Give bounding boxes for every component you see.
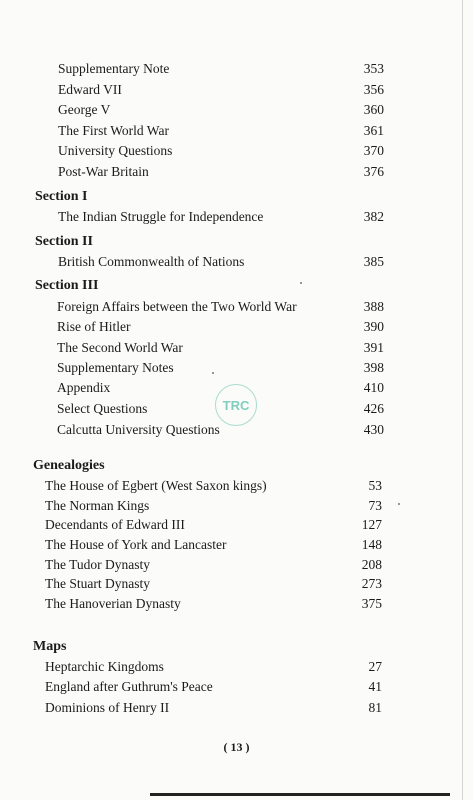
toc-entry	[0, 100, 473, 120]
trc-watermark-stamp	[215, 384, 257, 426]
section-3-heading: Section III	[35, 278, 99, 293]
toc-entry	[0, 358, 473, 378]
toc-entry-label: Post-War Britain	[58, 164, 149, 179]
toc-entry	[0, 338, 473, 358]
genealogy-label: The House of York and Lancaster	[45, 537, 227, 552]
toc-entry-page: 385	[363, 254, 384, 269]
toc-entry-page: 361	[363, 123, 384, 138]
toc-entry-label: George V	[58, 102, 111, 117]
map-page: 81	[368, 700, 382, 715]
toc-entry-label: The Second World War	[57, 340, 183, 355]
toc-entry-label: Supplementary Note	[58, 61, 170, 76]
genealogy-entry	[0, 594, 473, 614]
toc-entry-page: 391	[363, 340, 384, 355]
toc-entry-label: Appendix	[57, 380, 111, 395]
toc-entry	[0, 141, 473, 161]
genealogy-page: 73	[368, 498, 382, 513]
genealogy-entry	[0, 555, 473, 575]
genealogy-label: The Hanoverian Dynasty	[45, 596, 181, 611]
genealogy-label: Decendants of Edward III	[45, 517, 185, 532]
toc-entry	[0, 80, 473, 100]
toc-entry-page: 382	[363, 209, 384, 224]
scan-speck	[300, 282, 302, 284]
map-page: 41	[368, 679, 382, 694]
genealogy-page: 127	[361, 517, 382, 532]
map-label: Dominions of Henry II	[45, 700, 170, 715]
toc-entry-label: University Questions	[58, 143, 173, 158]
toc-entry-page: 370	[363, 143, 384, 158]
genealogy-label: The Tudor Dynasty	[45, 557, 151, 572]
genealogy-entry	[0, 515, 473, 535]
toc-entry	[0, 162, 473, 182]
toc-entry-label: The First World War	[58, 123, 169, 138]
genealogy-entry	[0, 476, 473, 496]
genealogy-page: 148	[361, 537, 382, 552]
page-number: ( 13 )	[223, 740, 250, 754]
toc-entry-page: 356	[363, 82, 384, 97]
map-label: England after Guthrum's Peace	[45, 679, 213, 694]
toc-entry-label: Calcutta University Questions	[57, 422, 220, 437]
genealogy-entry	[0, 574, 473, 594]
toc-entry-label: Rise of Hitler	[57, 319, 131, 334]
toc-entry	[0, 59, 473, 79]
map-page: 27	[368, 659, 382, 674]
toc-entry	[0, 121, 473, 141]
map-entry	[0, 657, 473, 677]
toc-entry-label: British Commonwealth of Nations	[58, 254, 245, 269]
scan-speck	[398, 503, 400, 505]
toc-entry-label: The Indian Struggle for Independence	[58, 209, 264, 224]
toc-entry-label: Supplementary Notes	[57, 360, 174, 375]
scan-speck	[212, 372, 214, 374]
genealogy-label: The Norman Kings	[45, 498, 150, 513]
toc-entry-page: 353	[363, 61, 384, 76]
toc-entry	[0, 297, 473, 317]
genealogy-page: 53	[368, 478, 382, 493]
toc-entry-page: 376	[363, 164, 384, 179]
section-1-heading: Section I	[35, 189, 88, 204]
map-entry	[0, 698, 473, 718]
map-label: Heptarchic Kingdoms	[45, 659, 164, 674]
toc-entry-page: 360	[363, 102, 384, 117]
toc-entry-label: Select Questions	[57, 401, 148, 416]
watermark-text: TRC	[222, 397, 250, 413]
toc-entry	[0, 252, 473, 272]
genealogy-page: 375	[361, 596, 382, 611]
genealogy-page: 273	[361, 576, 382, 591]
toc-entry-page: 426	[363, 401, 384, 416]
toc-entry-page: 398	[363, 360, 384, 375]
map-entry	[0, 677, 473, 697]
genealogy-page: 208	[361, 557, 382, 572]
section-2-heading: Section II	[35, 234, 93, 249]
toc-entry-page: 430	[363, 422, 384, 437]
maps-heading: Maps	[33, 639, 67, 654]
genealogy-label: The Stuart Dynasty	[45, 576, 150, 591]
toc-entry-page: 388	[363, 299, 384, 314]
toc-entry	[0, 207, 473, 227]
genealogies-heading: Genealogies	[33, 458, 105, 473]
genealogy-entry	[0, 496, 473, 516]
toc-entry	[0, 317, 473, 337]
genealogy-entry	[0, 535, 473, 555]
toc-entry-label: Edward VII	[58, 82, 122, 97]
toc-entry-page: 410	[363, 380, 384, 395]
toc-entry-page: 390	[363, 319, 384, 334]
genealogy-label: The House of Egbert (West Saxon kings)	[45, 478, 267, 493]
scan-bottom-edge	[150, 793, 450, 796]
toc-entry-label: Foreign Affairs between the Two World War	[57, 299, 297, 314]
